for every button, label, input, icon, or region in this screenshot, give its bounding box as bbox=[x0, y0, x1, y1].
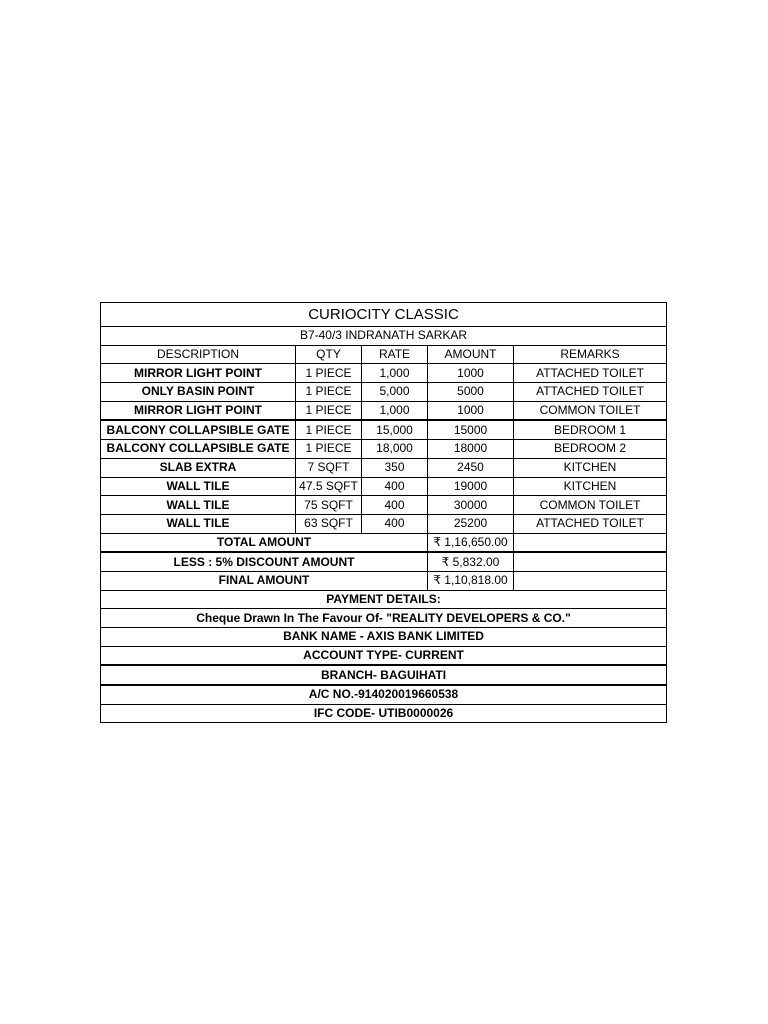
discount-label: LESS : 5% DISCOUNT AMOUNT bbox=[101, 552, 428, 571]
row-description: SLAB EXTRA bbox=[101, 458, 296, 477]
row-amount: 19000 bbox=[428, 477, 514, 496]
payment-branch: BRANCH- BAGUIHATI bbox=[101, 665, 667, 685]
payment-bank-row bbox=[101, 628, 667, 647]
header-rate: RATE bbox=[362, 345, 428, 364]
total-empty bbox=[514, 533, 667, 552]
payment-account-type: ACCOUNT TYPE- CURRENT bbox=[101, 646, 667, 665]
header-row bbox=[101, 345, 667, 364]
row-rate: 350 bbox=[362, 458, 428, 477]
row-remarks: KITCHEN bbox=[514, 477, 667, 496]
row-amount: 25200 bbox=[428, 514, 514, 533]
row-qty: 1 PIECE bbox=[296, 383, 362, 402]
row-description: ONLY BASIN POINT bbox=[101, 383, 296, 402]
row-amount: 1000 bbox=[428, 364, 514, 383]
row-rate: 15,000 bbox=[362, 420, 428, 439]
row-description: BALCONY COLLAPSIBLE GATE bbox=[101, 420, 296, 439]
row-remarks: COMMON TOILET bbox=[514, 496, 667, 515]
payment-branch-row bbox=[101, 665, 667, 685]
table-row bbox=[101, 364, 667, 383]
payment-heading-row bbox=[101, 590, 667, 609]
row-description: BALCONY COLLAPSIBLE GATE bbox=[101, 440, 296, 459]
row-rate: 400 bbox=[362, 477, 428, 496]
final-value: ₹ 1,10,818.00 bbox=[428, 571, 514, 590]
row-qty: 1 PIECE bbox=[296, 420, 362, 439]
header-description: DESCRIPTION bbox=[101, 345, 296, 364]
payment-bank: BANK NAME - AXIS BANK LIMITED bbox=[101, 628, 667, 647]
row-qty: 63 SQFT bbox=[296, 514, 362, 533]
row-rate: 18,000 bbox=[362, 440, 428, 459]
row-qty: 7 SQFT bbox=[296, 458, 362, 477]
final-row bbox=[101, 571, 667, 590]
table-row bbox=[101, 458, 667, 477]
row-description: WALL TILE bbox=[101, 514, 296, 533]
row-rate: 1,000 bbox=[362, 364, 428, 383]
header-amount: AMOUNT bbox=[428, 345, 514, 364]
header-remarks: REMARKS bbox=[514, 345, 667, 364]
row-remarks: KITCHEN bbox=[514, 458, 667, 477]
row-description: MIRROR LIGHT POINT bbox=[101, 364, 296, 383]
subtitle-row bbox=[101, 327, 667, 346]
header-qty: QTY bbox=[296, 345, 362, 364]
row-amount: 15000 bbox=[428, 420, 514, 439]
row-qty: 1 PIECE bbox=[296, 440, 362, 459]
payment-cheque-row bbox=[101, 609, 667, 628]
row-qty: 47.5 SQFT bbox=[296, 477, 362, 496]
invoice-table bbox=[100, 302, 667, 723]
table-row bbox=[101, 440, 667, 459]
total-value: ₹ 1,16,650.00 bbox=[428, 533, 514, 552]
row-rate: 1,000 bbox=[362, 401, 428, 420]
discount-empty bbox=[514, 552, 667, 571]
payment-account-type-row bbox=[101, 646, 667, 665]
row-amount: 2450 bbox=[428, 458, 514, 477]
row-amount: 5000 bbox=[428, 383, 514, 402]
row-remarks: ATTACHED TOILET bbox=[514, 383, 667, 402]
row-description: MIRROR LIGHT POINT bbox=[101, 401, 296, 420]
row-qty: 75 SQFT bbox=[296, 496, 362, 515]
payment-ifc: IFC CODE- UTIB0000026 bbox=[101, 704, 667, 723]
final-label: FINAL AMOUNT bbox=[101, 571, 428, 590]
document-title: CURIOCITY CLASSIC bbox=[101, 303, 667, 327]
total-row bbox=[101, 533, 667, 552]
table-row bbox=[101, 514, 667, 533]
row-amount: 1000 bbox=[428, 401, 514, 420]
discount-value: ₹ 5,832.00 bbox=[428, 552, 514, 571]
row-amount: 18000 bbox=[428, 440, 514, 459]
row-remarks: COMMON TOILET bbox=[514, 401, 667, 420]
row-remarks: ATTACHED TOILET bbox=[514, 514, 667, 533]
final-empty bbox=[514, 571, 667, 590]
table-row bbox=[101, 401, 667, 420]
document-subtitle: B7-40/3 INDRANATH SARKAR bbox=[101, 327, 667, 346]
discount-row bbox=[101, 552, 667, 571]
payment-account-no-row bbox=[101, 685, 667, 704]
row-amount: 30000 bbox=[428, 496, 514, 515]
table-row bbox=[101, 496, 667, 515]
title-row bbox=[101, 303, 667, 327]
payment-heading: PAYMENT DETAILS: bbox=[101, 590, 667, 609]
row-description: WALL TILE bbox=[101, 496, 296, 515]
payment-account-no: A/C NO.-914020019660538 bbox=[101, 685, 667, 704]
row-rate: 5,000 bbox=[362, 383, 428, 402]
row-qty: 1 PIECE bbox=[296, 401, 362, 420]
row-remarks: ATTACHED TOILET bbox=[514, 364, 667, 383]
table-row bbox=[101, 420, 667, 439]
payment-ifc-row bbox=[101, 704, 667, 723]
table-row bbox=[101, 477, 667, 496]
row-description: WALL TILE bbox=[101, 477, 296, 496]
table-row bbox=[101, 383, 667, 402]
total-label: TOTAL AMOUNT bbox=[101, 533, 428, 552]
row-rate: 400 bbox=[362, 496, 428, 515]
payment-cheque: Cheque Drawn In The Favour Of- "REALITY DEVELOPERS & CO." bbox=[101, 609, 667, 628]
row-rate: 400 bbox=[362, 514, 428, 533]
row-qty: 1 PIECE bbox=[296, 364, 362, 383]
row-remarks: BEDROOM 2 bbox=[514, 440, 667, 459]
row-remarks: BEDROOM 1 bbox=[514, 420, 667, 439]
